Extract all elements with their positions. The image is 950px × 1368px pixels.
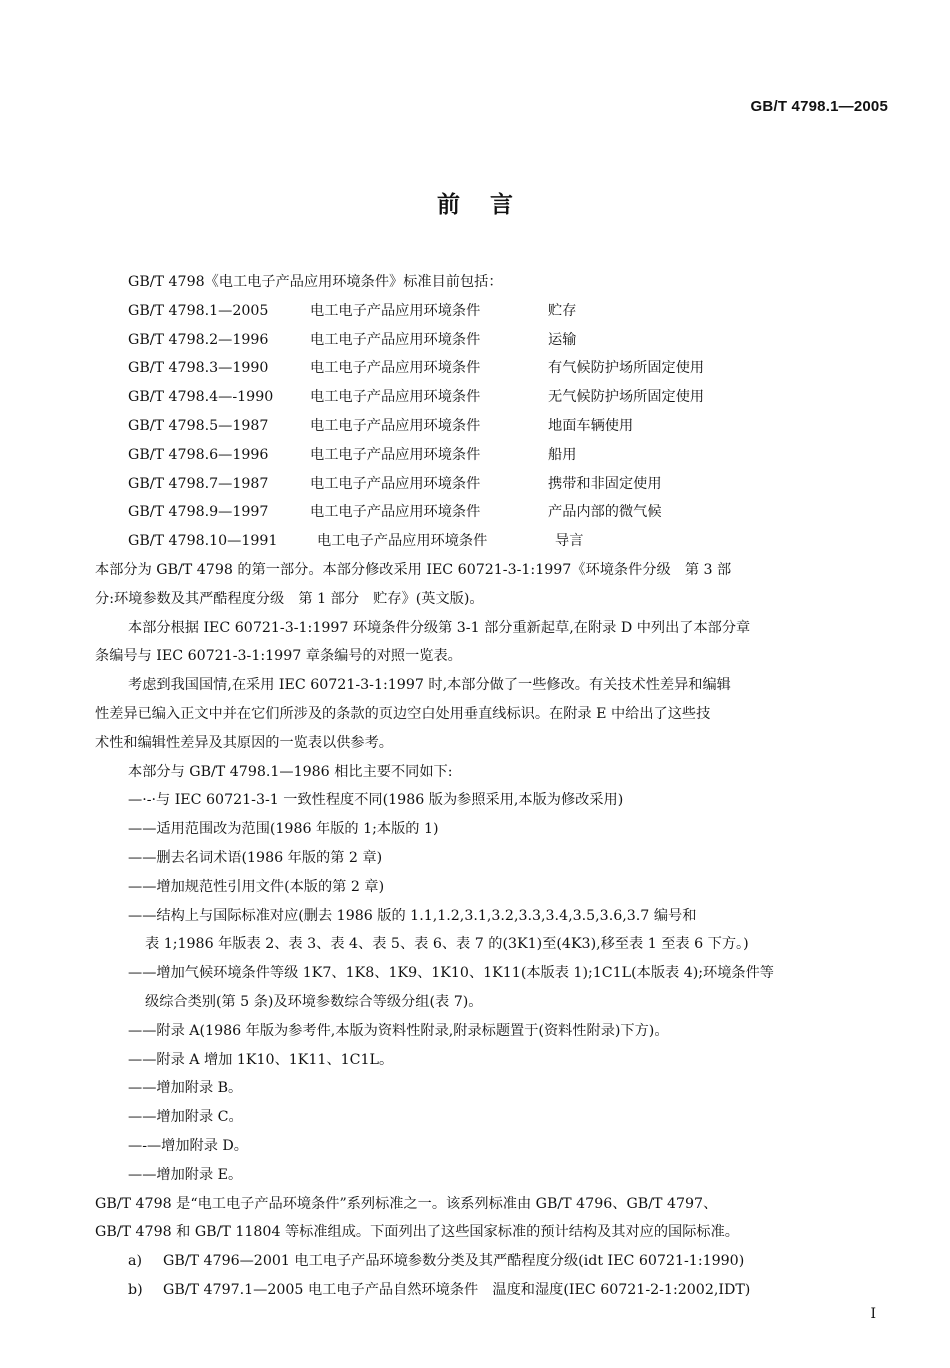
list-item: GB/T 4798.9—1997 电工电子产品应用环境条件 产品内部的微气候	[128, 504, 662, 521]
list-item: ——增加附录 C。	[128, 1109, 243, 1126]
list-item: ——适用范围改为范围(1986 年版的 1;本版的 1)	[128, 821, 439, 838]
list-item: GB/T 4798.5—1987 电工电子产品应用环境条件 地面车辆使用	[128, 417, 634, 434]
list-item: GB/T 4798.4—-1990 电工电子产品应用环境条件 无气候防护场所固定使用	[128, 389, 705, 406]
list-item: GB/T 4798.3—1990 电工电子产品应用环境条件 有气候防护场所固定使用	[128, 360, 705, 377]
list-item: b) GB/T 4797.1—2005 电工电子产品自然环境条件 温度和湿度(IEC 60721-2-1:2002,IDT)	[128, 1281, 751, 1298]
series-list	[95, 1247, 885, 1305]
paragraph-series: GB/T 4798 是“电工电子产品环境条件”系列标准之一。该系列标准由 GB/T 4796、GB/T 4797、 GB/T 4798 和 GB/T 11804 等标准组成。下面列出了这些国家标准的预计结构及其对应的国际标准。	[95, 1195, 739, 1241]
list-item: a) GB/T 4796—2001 电工电子产品环境参数分类及其严酷程度分级(idt IEC 60721-1:1990)	[128, 1253, 745, 1270]
list-item: ——附录 A(1986 年版为参考件,本版为资料性附录,附录标题置于(资料性附录)下方)。	[128, 1022, 669, 1039]
list-item: ——删去名词术语(1986 年版的第 2 章)	[128, 849, 383, 866]
paragraph-scope: 本部分为 GB/T 4798 的第一部分。本部分修改采用 IEC 60721-3-1:1997《环境条件分级 第 3 部 分:环境参数及其严酷程度分级 第 1 部分 贮存》(英文版)。	[95, 561, 732, 607]
paragraph-drafting: 本部分根据 IEC 60721-3-1:1997 环境条件分级第 3-1 部分重新起草,在附录 D 中列出了本部分章 条编号与 IEC 60721-3-1:1997 章条编号的对照一览表。	[95, 619, 751, 665]
list-item: —·-·与 IEC 60721-3-1 一致性程度不同(1986 版为参照采用,本版为修改采用)	[128, 792, 624, 809]
list-item: ——增加附录 B。	[128, 1080, 243, 1097]
page-number: I	[870, 1306, 876, 1322]
list-item: —-—增加附录 D。	[128, 1137, 248, 1154]
standard-code-header: GB/T 4798.1—2005	[750, 98, 888, 115]
list-item: ——增加气候环境条件等级 1K7、1K8、1K9、1K10、1K11(本版表 1);1C1L(本版表 4);环境条件等 级综合类别(第 5 条)及环境参数综合等级分组(表 7)。	[128, 965, 774, 1010]
paragraph-modifications: 考虑到我国国情,在采用 IEC 60721-3-1:1997 时,本部分做了一些修改。有关技术性差异和编辑 性差异已编入正文中并在它们所涉及的条款的页边空白处用垂直线标识。在附录 E 中给出了这些技 术性和编辑性差异及其原因的一览表以供参考。	[95, 677, 731, 751]
list-item: ——附录 A 增加 1K10、1K11、1C1L。	[128, 1051, 394, 1068]
paragraph-differences-intro: 本部分与 GB/T 4798.1—1986 相比主要不同如下:	[128, 763, 453, 780]
list-item: ——增加附录 E。	[128, 1166, 243, 1183]
standards-list	[95, 297, 885, 556]
list-item: GB/T 4798.10—1991 电工电子产品应用环境条件 导言	[128, 533, 584, 550]
list-item: GB/T 4798.2—1996 电工电子产品应用环境条件 运输	[128, 331, 577, 348]
list-item: GB/T 4798.6—1996 电工电子产品应用环境条件 船用	[128, 446, 577, 463]
list-item: GB/T 4798.1—2005 电工电子产品应用环境条件 贮存	[128, 302, 577, 319]
intro-line: GB/T 4798《电工电子产品应用环境条件》标准目前包括：	[128, 274, 503, 290]
list-item: ——增加规范性引用文件(本版的第 2 章)	[128, 878, 385, 895]
list-item: ——结构上与国际标准对应(删去 1986 版的 1.1,1.2,3.1,3.2,3.3,3.4,3.5,3.6,3.7 编号和 表 1;1986 年版表 2、表 3、表 4、表 5、表 6、表 7 的(3K1)至(4K3),移至表 1 至表 6 下方。)	[128, 907, 749, 953]
page-title: 前言	[437, 192, 543, 218]
list-item: GB/T 4798.7—1987 电工电子产品应用环境条件 携带和非固定使用	[128, 475, 662, 492]
differences-list	[95, 786, 885, 1189]
document-body	[95, 268, 885, 1305]
